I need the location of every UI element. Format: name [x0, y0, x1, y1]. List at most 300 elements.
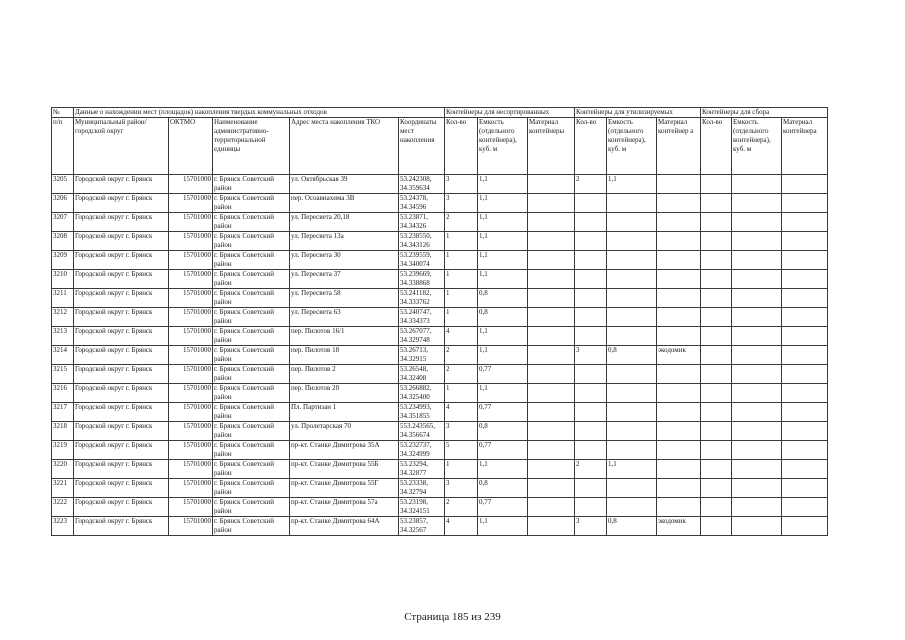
- table-row: [52, 517, 828, 536]
- capacity-collection-cell: [732, 327, 782, 346]
- qty-unsorted-cell: 3: [445, 175, 478, 194]
- qty-recyclable-cell: [575, 308, 607, 327]
- qty-collection-cell: [701, 270, 732, 289]
- material-collection-cell: [782, 213, 828, 232]
- qty-unsorted-cell: 4: [445, 517, 478, 536]
- unit-cell: г. Брянск Советский район: [213, 327, 290, 346]
- table-row: [52, 232, 828, 251]
- qty-collection-cell: [701, 498, 732, 517]
- unit-cell: г. Брянск Советский район: [213, 479, 290, 498]
- capacity-collection-cell: [732, 422, 782, 441]
- capacity-collection-cell: [732, 441, 782, 460]
- unit-cell: г. Брянск Советский район: [213, 194, 290, 213]
- material-recyclable-cell: [657, 175, 701, 194]
- capacity-unsorted-cell: 0,77: [478, 403, 528, 422]
- row-number: 3217: [52, 403, 74, 422]
- material-unsorted-cell: [528, 327, 575, 346]
- material-unsorted-cell: [528, 213, 575, 232]
- unit-cell: г. Брянск Советский район: [213, 365, 290, 384]
- table-row: [52, 479, 828, 498]
- col-header-unit: Наименование административно-территориальной единицы: [213, 118, 290, 175]
- material-recyclable-cell: [657, 270, 701, 289]
- group-header-row: [52, 108, 828, 118]
- capacity-recyclable-cell: [607, 194, 657, 213]
- capacity-unsorted-cell: 1,1: [478, 175, 528, 194]
- address-cell: ул. Пересвета 13а: [290, 232, 399, 251]
- coords-cell: 53.26713, 34.32915: [399, 346, 445, 365]
- material-collection-cell: [782, 384, 828, 403]
- qty-collection-cell: [701, 327, 732, 346]
- qty-recyclable-cell: 3: [575, 346, 607, 365]
- col-header-capacity-unsorted: Емкость (отдельного контейнера), куб. м: [478, 118, 528, 175]
- material-unsorted-cell: [528, 498, 575, 517]
- district-cell: Городской округ г. Брянск: [74, 251, 169, 270]
- qty-unsorted-cell: 5: [445, 441, 478, 460]
- capacity-recyclable-cell: [607, 365, 657, 384]
- capacity-recyclable-cell: [607, 422, 657, 441]
- material-collection-cell: [782, 175, 828, 194]
- coords-cell: 53.23857, 34.32567: [399, 517, 445, 536]
- material-recyclable-cell: [657, 308, 701, 327]
- address-cell: пр-кт. Станке Димитрова 55Г: [290, 479, 399, 498]
- col-header-material-collection: Материал контейнера: [782, 118, 828, 175]
- district-cell: Городской округ г. Брянск: [74, 479, 169, 498]
- unit-cell: г. Брянск Советский район: [213, 289, 290, 308]
- table-row: [52, 498, 828, 517]
- unit-cell: г. Брянск Советский район: [213, 232, 290, 251]
- qty-collection-cell: [701, 422, 732, 441]
- col-header-qty-recyclable: Кол-во: [575, 118, 607, 175]
- qty-unsorted-cell: 1: [445, 232, 478, 251]
- column-header-row: [52, 118, 828, 175]
- unit-cell: г. Брянск Советский район: [213, 498, 290, 517]
- col-header-np: п/п: [52, 118, 74, 175]
- qty-collection-cell: [701, 479, 732, 498]
- capacity-unsorted-cell: 1,1: [478, 194, 528, 213]
- material-recyclable-cell: [657, 403, 701, 422]
- row-number: 3205: [52, 175, 74, 194]
- material-recyclable-cell: [657, 384, 701, 403]
- qty-recyclable-cell: [575, 422, 607, 441]
- capacity-recyclable-cell: [607, 479, 657, 498]
- qty-collection-cell: [701, 213, 732, 232]
- qty-unsorted-cell: 1: [445, 270, 478, 289]
- table-row: [52, 289, 828, 308]
- col-header-oktmo: ОКТМО: [169, 118, 213, 175]
- material-collection-cell: [782, 422, 828, 441]
- district-cell: Городской округ г. Брянск: [74, 327, 169, 346]
- capacity-unsorted-cell: 1,1: [478, 213, 528, 232]
- oktmo-cell: 15701000: [169, 213, 213, 232]
- oktmo-cell: 15701000: [169, 498, 213, 517]
- capacity-collection-cell: [732, 403, 782, 422]
- qty-recyclable-cell: [575, 327, 607, 346]
- capacity-recyclable-cell: 0,8: [607, 346, 657, 365]
- material-recyclable-cell: [657, 422, 701, 441]
- material-collection-cell: [782, 460, 828, 479]
- oktmo-cell: 15701000: [169, 441, 213, 460]
- material-recyclable-cell: [657, 460, 701, 479]
- address-cell: пер. Осоавиахима 3В: [290, 194, 399, 213]
- coords-cell: 53.23198, 34.324151: [399, 498, 445, 517]
- coords-cell: 53.23338, 34.32794: [399, 479, 445, 498]
- qty-recyclable-cell: 2: [575, 460, 607, 479]
- address-cell: пер. Пилотов 16/1: [290, 327, 399, 346]
- table-row: [52, 384, 828, 403]
- unit-cell: г. Брянск Советский район: [213, 213, 290, 232]
- material-collection-cell: [782, 346, 828, 365]
- district-cell: Городской округ г. Брянск: [74, 441, 169, 460]
- unit-cell: г. Брянск Советский район: [213, 517, 290, 536]
- qty-recyclable-cell: [575, 270, 607, 289]
- coords-cell: 53.26548, 34.32408: [399, 365, 445, 384]
- capacity-recyclable-cell: [607, 327, 657, 346]
- oktmo-cell: 15701000: [169, 194, 213, 213]
- row-number: 3206: [52, 194, 74, 213]
- district-cell: Городской округ г. Брянск: [74, 213, 169, 232]
- qty-unsorted-cell: 1: [445, 384, 478, 403]
- col-header-district: Муниципальный район/городской округ: [74, 118, 169, 175]
- address-cell: пер. Пилотов 20: [290, 384, 399, 403]
- address-cell: ул. Октябрьская 39: [290, 175, 399, 194]
- coords-cell: 53.234993, 34.351855: [399, 403, 445, 422]
- coords-cell: 53.239559, 34.340074: [399, 251, 445, 270]
- material-unsorted-cell: [528, 441, 575, 460]
- capacity-unsorted-cell: 0,8: [478, 479, 528, 498]
- row-number: 3219: [52, 441, 74, 460]
- qty-recyclable-cell: [575, 403, 607, 422]
- qty-unsorted-cell: 3: [445, 479, 478, 498]
- col-header-coords: Координаты мест накопления: [399, 118, 445, 175]
- address-cell: ул. Пересвета 30: [290, 251, 399, 270]
- qty-unsorted-cell: 3: [445, 422, 478, 441]
- capacity-collection-cell: [732, 460, 782, 479]
- row-number: 3209: [52, 251, 74, 270]
- qty-unsorted-cell: 4: [445, 403, 478, 422]
- capacity-recyclable-cell: 1,1: [607, 175, 657, 194]
- material-recyclable-cell: [657, 289, 701, 308]
- capacity-recyclable-cell: [607, 213, 657, 232]
- capacity-recyclable-cell: [607, 384, 657, 403]
- oktmo-cell: 15701000: [169, 517, 213, 536]
- district-cell: Городской округ г. Брянск: [74, 346, 169, 365]
- table-row: [52, 213, 828, 232]
- qty-collection-cell: [701, 289, 732, 308]
- oktmo-cell: 15701000: [169, 289, 213, 308]
- table-row: [52, 346, 828, 365]
- oktmo-cell: 15701000: [169, 346, 213, 365]
- qty-recyclable-cell: [575, 365, 607, 384]
- oktmo-cell: 15701000: [169, 327, 213, 346]
- coords-cell: 53.242308, 34.359634: [399, 175, 445, 194]
- capacity-collection-cell: [732, 232, 782, 251]
- unit-cell: г. Брянск Советский район: [213, 308, 290, 327]
- oktmo-cell: 15701000: [169, 232, 213, 251]
- row-number: 3213: [52, 327, 74, 346]
- unit-cell: г. Брянск Советский район: [213, 175, 290, 194]
- material-unsorted-cell: [528, 384, 575, 403]
- address-cell: ул. Пересвета 58: [290, 289, 399, 308]
- material-unsorted-cell: [528, 403, 575, 422]
- capacity-collection-cell: [732, 384, 782, 403]
- district-cell: Городской округ г. Брянск: [74, 289, 169, 308]
- qty-unsorted-cell: 2: [445, 365, 478, 384]
- qty-collection-cell: [701, 232, 732, 251]
- capacity-unsorted-cell: 0,8: [478, 289, 528, 308]
- capacity-collection-cell: [732, 270, 782, 289]
- table-row: [52, 175, 828, 194]
- address-cell: пр-кт. Станке Димитрова 35А: [290, 441, 399, 460]
- capacity-collection-cell: [732, 213, 782, 232]
- unit-cell: г. Брянск Советский район: [213, 441, 290, 460]
- capacity-recyclable-cell: [607, 441, 657, 460]
- unit-cell: г. Брянск Советский район: [213, 251, 290, 270]
- capacity-collection-cell: [732, 365, 782, 384]
- capacity-recyclable-cell: [607, 270, 657, 289]
- unit-cell: г. Брянск Советский район: [213, 270, 290, 289]
- table-row: [52, 327, 828, 346]
- table-row: [52, 422, 828, 441]
- qty-collection-cell: [701, 384, 732, 403]
- capacity-collection-cell: [732, 251, 782, 270]
- material-collection-cell: [782, 251, 828, 270]
- material-unsorted-cell: [528, 479, 575, 498]
- capacity-unsorted-cell: 0,77: [478, 365, 528, 384]
- qty-collection-cell: [701, 175, 732, 194]
- capacity-collection-cell: [732, 346, 782, 365]
- address-cell: ул. Пересвета 20,18: [290, 213, 399, 232]
- address-cell: пер. Пилотов 18: [290, 346, 399, 365]
- coords-cell: 53.267077, 34.329748: [399, 327, 445, 346]
- coords-cell: 53.239669, 34.338868: [399, 270, 445, 289]
- capacity-unsorted-cell: 1,1: [478, 251, 528, 270]
- qty-unsorted-cell: 2: [445, 346, 478, 365]
- col-header-capacity-recyclable: Емкость (отдельного контейнера), куб. м: [607, 118, 657, 175]
- col-header-material-unsorted: Материал контейнеры: [528, 118, 575, 175]
- material-unsorted-cell: [528, 251, 575, 270]
- address-cell: пер. Пилотов 2: [290, 365, 399, 384]
- qty-collection-cell: [701, 441, 732, 460]
- table-row: [52, 365, 828, 384]
- capacity-collection-cell: [732, 479, 782, 498]
- material-recyclable-cell: [657, 498, 701, 517]
- material-recyclable-cell: [657, 194, 701, 213]
- row-number: 3216: [52, 384, 74, 403]
- address-cell: ул. Пересвета 63: [290, 308, 399, 327]
- oktmo-cell: 15701000: [169, 175, 213, 194]
- row-number: 3222: [52, 498, 74, 517]
- district-cell: Городской округ г. Брянск: [74, 384, 169, 403]
- row-number: 3215: [52, 365, 74, 384]
- district-cell: Городской округ г. Брянск: [74, 460, 169, 479]
- district-cell: Городской округ г. Брянск: [74, 422, 169, 441]
- material-recyclable-cell: экодомик: [657, 517, 701, 536]
- unit-cell: г. Брянск Советский район: [213, 422, 290, 441]
- district-cell: Городской округ г. Брянск: [74, 365, 169, 384]
- district-cell: Городской округ г. Брянск: [74, 498, 169, 517]
- capacity-collection-cell: [732, 175, 782, 194]
- material-unsorted-cell: [528, 175, 575, 194]
- district-cell: Городской округ г. Брянск: [74, 232, 169, 251]
- material-unsorted-cell: [528, 422, 575, 441]
- qty-recyclable-cell: [575, 213, 607, 232]
- oktmo-cell: 15701000: [169, 384, 213, 403]
- material-recyclable-cell: экодомик: [657, 346, 701, 365]
- waste-sites-table: [51, 107, 828, 536]
- oktmo-cell: 15701000: [169, 479, 213, 498]
- address-cell: Пл. Партизан 1: [290, 403, 399, 422]
- qty-recyclable-cell: [575, 498, 607, 517]
- material-unsorted-cell: [528, 289, 575, 308]
- qty-collection-cell: [701, 194, 732, 213]
- capacity-unsorted-cell: 1,1: [478, 384, 528, 403]
- unit-cell: г. Брянск Советский район: [213, 460, 290, 479]
- material-recyclable-cell: [657, 365, 701, 384]
- address-cell: пр-кт. Станке Димитрова 57а: [290, 498, 399, 517]
- col-header-capacity-collection: Емкость (отдельного контейнера), куб. м: [732, 118, 782, 175]
- qty-collection-cell: [701, 517, 732, 536]
- capacity-unsorted-cell: 1,1: [478, 517, 528, 536]
- coords-cell: 53.266882, 34.325400: [399, 384, 445, 403]
- group-header-recyclable: Контейнеры для утилизируемых: [575, 108, 701, 118]
- coords-cell: 53.241182, 34.333762: [399, 289, 445, 308]
- oktmo-cell: 15701000: [169, 251, 213, 270]
- oktmo-cell: 15701000: [169, 422, 213, 441]
- qty-unsorted-cell: 2: [445, 213, 478, 232]
- table-row: [52, 441, 828, 460]
- material-collection-cell: [782, 365, 828, 384]
- material-recyclable-cell: [657, 441, 701, 460]
- address-cell: пр-кт. Станке Димитрова 64А: [290, 517, 399, 536]
- qty-collection-cell: [701, 346, 732, 365]
- capacity-collection-cell: [732, 194, 782, 213]
- capacity-collection-cell: [732, 289, 782, 308]
- qty-recyclable-cell: 3: [575, 517, 607, 536]
- row-number: 3221: [52, 479, 74, 498]
- qty-recyclable-cell: [575, 441, 607, 460]
- qty-unsorted-cell: 1: [445, 460, 478, 479]
- col-header-material-recyclable: Материал контейнер а: [657, 118, 701, 175]
- material-unsorted-cell: [528, 517, 575, 536]
- row-number: 3212: [52, 308, 74, 327]
- material-recyclable-cell: [657, 327, 701, 346]
- district-cell: Городской округ г. Брянск: [74, 308, 169, 327]
- col-header-qty-unsorted: Кол-во: [445, 118, 478, 175]
- coords-cell: 53.23294, 34.32877: [399, 460, 445, 479]
- qty-collection-cell: [701, 403, 732, 422]
- material-collection-cell: [782, 194, 828, 213]
- capacity-recyclable-cell: [607, 308, 657, 327]
- material-unsorted-cell: [528, 460, 575, 479]
- oktmo-cell: 15701000: [169, 308, 213, 327]
- table-row: [52, 194, 828, 213]
- qty-recyclable-cell: 2: [575, 175, 607, 194]
- address-cell: ул. Пролетарская 70: [290, 422, 399, 441]
- qty-collection-cell: [701, 251, 732, 270]
- capacity-collection-cell: [732, 498, 782, 517]
- district-cell: Городской округ г. Брянск: [74, 517, 169, 536]
- capacity-unsorted-cell: 0,77: [478, 441, 528, 460]
- oktmo-cell: 15701000: [169, 270, 213, 289]
- table-row: [52, 251, 828, 270]
- qty-unsorted-cell: 1: [445, 289, 478, 308]
- capacity-recyclable-cell: [607, 498, 657, 517]
- capacity-unsorted-cell: 0,8: [478, 422, 528, 441]
- material-collection-cell: [782, 498, 828, 517]
- unit-cell: г. Брянск Советский район: [213, 384, 290, 403]
- material-collection-cell: [782, 479, 828, 498]
- coords-cell: 53.232737, 34.324999: [399, 441, 445, 460]
- group-header-unsorted: Контейнеры для несортированных: [445, 108, 575, 118]
- coords-cell: 53.238550, 34.343126: [399, 232, 445, 251]
- table-row: [52, 403, 828, 422]
- material-recyclable-cell: [657, 213, 701, 232]
- district-cell: Городской округ г. Брянск: [74, 270, 169, 289]
- capacity-unsorted-cell: 1,1: [478, 460, 528, 479]
- capacity-unsorted-cell: 1,1: [478, 232, 528, 251]
- material-unsorted-cell: [528, 194, 575, 213]
- material-recyclable-cell: [657, 251, 701, 270]
- page-footer: Страница 185 из 239: [404, 611, 501, 623]
- qty-unsorted-cell: 4: [445, 327, 478, 346]
- group-header-collection: Контейнеры для сбора: [701, 108, 828, 118]
- district-cell: Городской округ г. Брянск: [74, 194, 169, 213]
- material-collection-cell: [782, 289, 828, 308]
- capacity-recyclable-cell: [607, 289, 657, 308]
- capacity-collection-cell: [732, 517, 782, 536]
- table-row: [52, 308, 828, 327]
- capacity-unsorted-cell: 0,8: [478, 308, 528, 327]
- qty-recyclable-cell: [575, 194, 607, 213]
- material-unsorted-cell: [528, 232, 575, 251]
- qty-collection-cell: [701, 308, 732, 327]
- material-unsorted-cell: [528, 365, 575, 384]
- group-header-number: №: [52, 108, 74, 118]
- coords-cell: 53.24378, 34.34596: [399, 194, 445, 213]
- capacity-unsorted-cell: 0,77: [478, 498, 528, 517]
- row-number: 3210: [52, 270, 74, 289]
- col-header-address: Адрес места накопления ТКО: [290, 118, 399, 175]
- capacity-recyclable-cell: [607, 251, 657, 270]
- material-collection-cell: [782, 441, 828, 460]
- row-number: 3218: [52, 422, 74, 441]
- coords-cell: 553.243565, 34.356674: [399, 422, 445, 441]
- qty-recyclable-cell: [575, 384, 607, 403]
- qty-unsorted-cell: 1: [445, 251, 478, 270]
- address-cell: пр-кт. Станке Димитрова 55Б: [290, 460, 399, 479]
- qty-recyclable-cell: [575, 232, 607, 251]
- row-number: 3207: [52, 213, 74, 232]
- qty-collection-cell: [701, 460, 732, 479]
- table-row: [52, 460, 828, 479]
- row-number: 3211: [52, 289, 74, 308]
- row-number: 3208: [52, 232, 74, 251]
- material-unsorted-cell: [528, 270, 575, 289]
- unit-cell: г. Брянск Советский район: [213, 346, 290, 365]
- material-collection-cell: [782, 327, 828, 346]
- material-collection-cell: [782, 403, 828, 422]
- qty-unsorted-cell: 3: [445, 194, 478, 213]
- table-row: [52, 270, 828, 289]
- capacity-recyclable-cell: 1,1: [607, 460, 657, 479]
- coords-cell: 53.240747, 34.334373: [399, 308, 445, 327]
- address-cell: ул. Пересвета 37: [290, 270, 399, 289]
- qty-unsorted-cell: 2: [445, 498, 478, 517]
- material-collection-cell: [782, 270, 828, 289]
- row-number: 3220: [52, 460, 74, 479]
- unit-cell: г. Брянск Советский район: [213, 403, 290, 422]
- capacity-unsorted-cell: 1,1: [478, 346, 528, 365]
